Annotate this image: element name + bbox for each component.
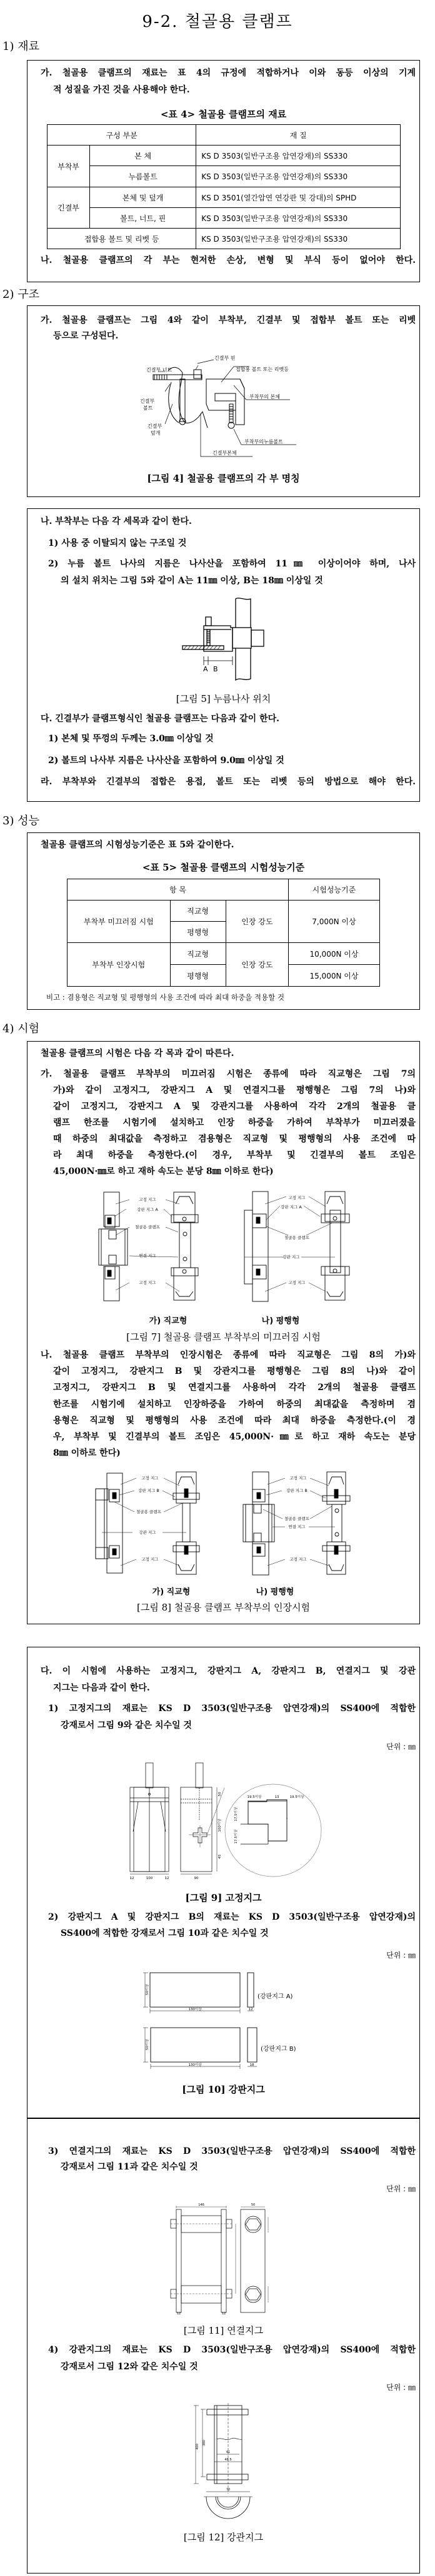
- fig10-dim: 130이상: [188, 2008, 202, 2011]
- criteria-cell: 7,000N 이상: [288, 901, 379, 943]
- text-line: 나. 부착부는 다음 각 세목과 같이 한다.: [41, 516, 192, 526]
- fig9-dim: 12: [164, 1877, 169, 1880]
- text-line: 8㎜ 이하로 한다): [53, 1448, 121, 1459]
- text-line: 2) 누름 볼트 나사의 지름은 나사산을 포함하여 11㎜ 이상이어야 하며, 나사: [48, 559, 416, 569]
- table-row: [48, 229, 401, 249]
- type-cell: 평행형: [170, 922, 226, 943]
- fig9-dim: 19.5이상: [247, 1795, 262, 1799]
- text-line: 라. 부착부와 긴결부의 접합은 용접, 볼트 또는 리벳 등의 방법으로 해야 한다.: [41, 777, 416, 787]
- group-cell: 긴결부: [48, 187, 90, 229]
- materials-para-na: [41, 254, 416, 267]
- fig11-dim: 50: [251, 2203, 256, 2207]
- fig4-label-bolt: 볼트: [143, 405, 153, 411]
- fig11-dim: 12: [176, 2312, 181, 2316]
- text-line: 우, 부착부 및 긴결부의 볼트 조임은 45,000N·㎜로 하고 재하 속도는 분당: [53, 1432, 416, 1443]
- part-cell: 볼트, 너트, 핀: [90, 208, 196, 229]
- fig8-left-label: 철골용 클램프: [136, 1509, 161, 1514]
- fig5-label-a: A: [203, 665, 208, 673]
- table-row: [48, 208, 401, 229]
- materials-para-ga: [41, 65, 416, 99]
- test-item-da-2: [48, 1909, 416, 1942]
- figure-8-caption: [그림 8] 철골용 클램프 부착부의 인장시험: [137, 1602, 310, 1613]
- test-para-ga: [41, 1066, 416, 1180]
- page-title: 9-2. 철골용 클램프: [142, 12, 293, 31]
- fig7-right-label: 강판 지그 A: [281, 1205, 302, 1210]
- fig10-label-b: (강판지그 B): [261, 2046, 296, 2053]
- test-item-da-1: [48, 1700, 416, 1734]
- table-row: [48, 146, 401, 166]
- figure-10-plate-jig: [143, 1972, 306, 2073]
- fig10-dim: 50이상: [146, 2039, 149, 2050]
- text-line: 한조를 시험기에 설치하고 인장하중을 가하여 하중의 최대값을 측정하며 겸: [53, 1399, 416, 1409]
- text-line: 같이 고정지그, 강판지그 B 및 강관지그를 평행형은 그림 8의 나)와 같이: [53, 1366, 416, 1377]
- figure-5-caption: [그림 5] 누름나사 위치: [176, 693, 271, 704]
- fig8-sub-orthogonal: 가) 직교형: [152, 1587, 191, 1597]
- criteria-cell: 15,000N 이상: [288, 965, 379, 987]
- fig4-label-press-bolt: 부착부의누름볼트: [244, 439, 283, 445]
- criteria-cell: 10,000N 이상: [288, 943, 379, 965]
- type-cell: 평행형: [170, 965, 226, 987]
- figure-8-orthogonal-tensile-test: [94, 1472, 200, 1575]
- unit-label: 단위 : ㎜: [386, 2184, 416, 2193]
- text-line: 강재로서 그림 12와 같은 치수일 것: [61, 2362, 198, 2372]
- fig8-left-label: 고정 지그: [141, 1476, 159, 1481]
- text-line: SS400에 적합한 강재로서 그림 10과 같은 치수일 것: [61, 1928, 269, 1938]
- figure-7-orthogonal-slip-test: [98, 1192, 201, 1301]
- text-line: 나. 철골용 클램프의 각 부는 현저한 손상, 변형 및 부식 등이 없어야 한다.: [41, 255, 416, 265]
- part-cell: 본 체: [90, 146, 196, 166]
- fig9-dim: 90: [194, 1877, 199, 1880]
- text-line: 가)와 같이 고정지그, 강판지그 A 및 연결지그를 평행형은 그림 7의 나)와: [53, 1085, 416, 1095]
- fig4-label-bolt: 긴결부: [140, 398, 155, 404]
- fig12-dim: 400: [196, 2444, 199, 2450]
- text-line: 가. 철골용 클램프의 재료는 표 4의 규정에 적합하거나 이와 동등 이상의 기계: [41, 68, 416, 78]
- material-cell: KS D 3503(일반구조용 압연강재)의 SS330: [196, 166, 401, 187]
- part-cell: 누름볼트: [90, 166, 196, 187]
- structure-item-da-2: [48, 754, 416, 767]
- figure-5-press-screw-position: [182, 598, 265, 683]
- text-line: 지그는 다음과 같이 한다.: [53, 1683, 150, 1693]
- fig7-right-label: 강관 지그: [282, 1255, 300, 1260]
- fig9-dim: 17.5이상: [234, 1807, 238, 1822]
- text-line: 다. 긴결부가 클램프형식인 철골용 클램프는 다음과 같이 한다.: [41, 714, 279, 724]
- figure-10-caption: [그림 10] 강판지그: [182, 2084, 265, 2095]
- fig9-dim: 12: [129, 1877, 134, 1880]
- text-line: 같이 고정지그, 강판지그 A 및 강관지그를 사용하여 각각 2개의 철골용 클: [53, 1102, 416, 1112]
- section-heading-materials: 1) 재료: [2, 40, 39, 53]
- material-cell: KS D 3501(열간압연 연강판 및 강대)의 SPHD: [196, 187, 401, 208]
- table-header-row: [68, 879, 380, 901]
- unit-label: 단위 : ㎜: [386, 1742, 416, 1751]
- fig7-sub-parallel: 나) 평행형: [261, 1316, 300, 1326]
- text-line: 철골용 클램프의 시험은 다음 각 목과 같이 따른다.: [41, 1049, 234, 1059]
- test-para-na: [41, 1347, 416, 1461]
- material-cell: KS D 3503(일반구조용 압연강재)의 SS330: [196, 146, 401, 166]
- fig8-left-label: 강판 지그 B: [138, 1488, 159, 1493]
- performance-intro: [41, 838, 416, 852]
- fig9-dim: 45: [218, 1854, 222, 1859]
- unit-label: 단위 : ㎜: [386, 2383, 416, 2392]
- structure-para-ra: [41, 775, 416, 789]
- part-cell: 본체 및 덮개: [90, 187, 196, 208]
- section-heading-structure: 2) 구조: [2, 288, 39, 301]
- text-line: 적 성질을 가진 것을 사용해야 한다.: [53, 85, 190, 95]
- figure-11-caption: [그림 11] 연결지그: [183, 2325, 264, 2336]
- text-line: 의 설치 위치는 그림 5와 같이 A는 11㎜ 이상, B는 18㎜ 이상일 것: [61, 576, 323, 586]
- fig12-dim: 70: [226, 2488, 231, 2492]
- fig9-dim: 19.5이상: [289, 1795, 304, 1799]
- fig7-left-label: 고정 지그: [139, 1197, 156, 1202]
- fig9-dim: 50: [218, 1792, 222, 1797]
- fig12-dim: 48.5: [224, 2458, 232, 2462]
- figure-12-pipe-jig: [194, 2403, 256, 2522]
- text-line: 용형은 직교형 및 평행형의 사용 조건에 따라 최대 하중을 측정한다.(이 경: [53, 1415, 416, 1426]
- fig4-label-cover: 덮개: [151, 430, 161, 436]
- header-cell: 시험성능기준: [288, 879, 379, 901]
- table5-note: 비고 : 겸용형은 직교형 및 평행형의 사용 조건에 따라 최대 하중을 적용할 것: [46, 993, 285, 1002]
- fig9-dim: 100: [146, 1877, 153, 1880]
- test-para-da: [41, 1663, 416, 1697]
- fig7-left-label: 강판 지그 A: [137, 1207, 158, 1212]
- fig9-dim: 17.5이상: [234, 1829, 238, 1844]
- structure-para-na: [41, 515, 416, 528]
- figure-11-connecting-jig: [168, 2203, 276, 2316]
- test-item-da-3: [48, 2144, 416, 2175]
- text-line: 1) 본체 및 뚜껑의 두께는 3.0㎜ 이상일 것: [48, 734, 214, 744]
- fig8-left-label: 강관 지그: [139, 1530, 156, 1535]
- fig8-sub-parallel: 나) 평행형: [256, 1587, 294, 1597]
- table5-caption: <표 5> 철골용 클램프의 시험성능기준: [142, 862, 305, 873]
- figure-4-clamp-parts: [140, 354, 300, 458]
- structure-item-na-1: [48, 536, 416, 550]
- test-name-cell: 부착부 미끄러짐 시험: [68, 901, 171, 943]
- fig9-dim: 13: [274, 1795, 279, 1799]
- fig12-dim: 41: [226, 2450, 231, 2454]
- figure-8-parallel-tensile-test: [241, 1472, 351, 1575]
- fig11-dim: 146: [198, 2203, 204, 2207]
- figure-4-caption: [그림 4] 철골용 클램프의 각 부 명칭: [147, 473, 300, 484]
- text-line: 4) 강관지그의 재료는 KS D 3503(일반구조용 압연강재)의 SS400에 적합한: [48, 2345, 416, 2355]
- fig12-dim: 380: [202, 2440, 206, 2446]
- type-cell: 직교형: [170, 901, 226, 922]
- text-line: 1) 사용 중 이탈되지 않는 구조일 것: [48, 538, 187, 548]
- table-header-row: [48, 125, 401, 146]
- fig10-dim: 130이상: [188, 2063, 202, 2067]
- text-line: 강재로서 그림 9와 같은 치수일 것: [61, 1720, 192, 1730]
- text-line: 고정지그, 강판지그 B 및 연결지그를 사용하여 각각 2개의 철골용 클램프: [53, 1383, 416, 1393]
- table-row: [48, 187, 401, 208]
- materials-table: [47, 124, 401, 249]
- fig4-label-pin: 긴결부 핀: [214, 355, 236, 361]
- text-line: 철골용 클램프의 시험성능기준은 표 5와 같이한다.: [41, 840, 234, 850]
- test-intro: [41, 1047, 416, 1060]
- fig8-right-label: 고정 지그: [289, 1557, 307, 1562]
- text-line: 때 하중의 최대값을 측정하고 겸용형은 직교형 및 평행형의 사용 조건에 따: [53, 1134, 416, 1144]
- fig11-dim: 12: [221, 2312, 226, 2316]
- figure-7-parallel-slip-test: [241, 1192, 351, 1301]
- property-cell: 인장 강도: [226, 901, 288, 943]
- structure-para-da: [41, 712, 416, 726]
- text-line: 2) 볼트의 나사부 지름은 나사산을 포함하여 9.0㎜ 이상일 것: [48, 756, 284, 766]
- structure-item-na-2: [48, 556, 416, 590]
- performance-table: [67, 879, 380, 987]
- structure-item-da-1: [48, 732, 416, 746]
- fig4-label-joint-bolt: 접합용 볼트 또는 리벳등: [236, 367, 289, 372]
- fig10-dim: 12: [248, 2008, 253, 2011]
- section-heading-performance: 3) 성능: [2, 814, 39, 827]
- fig8-right-label: 연결 지그: [288, 1524, 306, 1529]
- part-cell: 접합용 볼트 및 리벳 등: [48, 229, 196, 249]
- figure-12-caption: [그림 12] 강관지그: [183, 2532, 264, 2543]
- table4-caption: <표 4> 철골용 클램프의 재료: [160, 109, 287, 120]
- fig8-right-label: 철골용 클램프: [284, 1516, 309, 1521]
- fig7-left-label: 철골용 클램프: [135, 1225, 160, 1230]
- unit-label: 단위 : ㎜: [386, 1951, 416, 1960]
- property-cell: 인장 강도: [226, 943, 288, 987]
- text-line: 3) 연결지그의 재료는 KS D 3503(일반구조용 압연강재)의 SS400에 적합한: [48, 2146, 416, 2156]
- material-cell: KS D 3503(일반구조용 압연강재)의 SS330: [196, 229, 401, 249]
- fig8-right-label: 강판 지그 B: [286, 1488, 308, 1493]
- header-cell: 재 질: [196, 125, 401, 146]
- header-cell: 항 목: [68, 879, 289, 901]
- text-line: 1) 고정지그의 재료는 KS D 3503(일반구조용 압연강재)의 SS400에 적합한: [48, 1704, 416, 1714]
- text-line: 가. 철골용 클램프 부착부의 미끄러짐 시험은 종류에 따라 직교형은 그림 7의: [41, 1069, 416, 1079]
- text-line: 라 최대 하중을 측정한다.(이 경우, 부착부 및 긴결부의 볼트 조임은: [53, 1150, 416, 1160]
- fig7-left-label: 고정 지그: [139, 1280, 156, 1285]
- section-heading-test: 4) 시험: [2, 1022, 39, 1035]
- text-line: 가. 철골용 클램프는 그림 4와 같이 부착부, 긴결부 및 접합부 볼트 또는 리벳: [41, 315, 416, 325]
- fig8-left-label: 고정 지그: [141, 1557, 159, 1562]
- text-line: 강재로서 그림 11과 같은 치수일 것: [61, 2162, 198, 2172]
- group-cell: 부착부: [48, 146, 90, 187]
- figure-7-caption: [그림 7] 철골용 클램프 부착부의 미끄러짐 시험: [126, 1331, 321, 1343]
- fig10-dim: 50이상: [146, 1984, 149, 1995]
- fig7-right-label: 고정 지그: [288, 1195, 306, 1200]
- text-line: 다. 이 시험에 사용하는 고정지그, 강판지그 A, 강판지그 B, 연결지그 및 강관: [41, 1666, 416, 1676]
- structure-para-ga: [41, 313, 416, 344]
- table-row: [68, 943, 380, 965]
- fig10-dim: 18: [249, 2063, 254, 2067]
- material-cell: KS D 3503(일반구조용 압연강재)의 SS330: [196, 208, 401, 229]
- fig7-right-label: 고정 지그: [288, 1280, 306, 1285]
- fig10-label-a: (강판지그 A): [258, 1993, 293, 2000]
- test-name-cell: 부착부 인장시험: [68, 943, 171, 987]
- table-row: [68, 901, 380, 922]
- header-cell: 구성 부분: [48, 125, 196, 146]
- text-line: 나. 철골용 클램프 부착부의 인장시험은 종류에 따라 직교형은 그림 8의 가)와: [41, 1350, 416, 1360]
- fig4-label-nut: 긴결부 너트: [146, 367, 172, 373]
- fig7-right-label: 철골용 클램프: [284, 1235, 309, 1240]
- fig7-sub-orthogonal: 가) 직교형: [149, 1316, 188, 1326]
- table-row: [48, 166, 401, 187]
- text-line: 2) 강판지그 A 및 강판지그 B의 재료는 KS D 3503(일반구조용 압연강재)의: [48, 1912, 416, 1922]
- fig7-left-label: 연결 지그: [139, 1253, 156, 1258]
- fig9-dim: 100이상: [218, 1818, 222, 1832]
- fig4-label-cover: 긴결부: [148, 423, 162, 429]
- fig8-right-label: 고정 지그: [289, 1476, 307, 1481]
- text-line: 45,000N·㎜로 하고 재하 속도는 분당 8㎜ 이하로 한다): [53, 1167, 274, 1177]
- text-line: 등으로 구성된다.: [53, 331, 119, 341]
- fig4-label-attach-body: 부착부의 본체: [249, 394, 280, 400]
- fig5-label-b: B: [213, 665, 218, 673]
- figure-9-fixed-jig: [129, 1763, 324, 1879]
- fig4-label-tie-body: 긴결부본체: [212, 450, 237, 456]
- text-line: 램프 한조를 시험기에 설치하고 인장 하중을 가하여 부착부가 미끄러졌을: [53, 1118, 416, 1128]
- test-item-da-4: [48, 2342, 416, 2376]
- figure-9-caption: [그림 9] 고정지그: [185, 1892, 262, 1903]
- type-cell: 직교형: [170, 943, 226, 965]
